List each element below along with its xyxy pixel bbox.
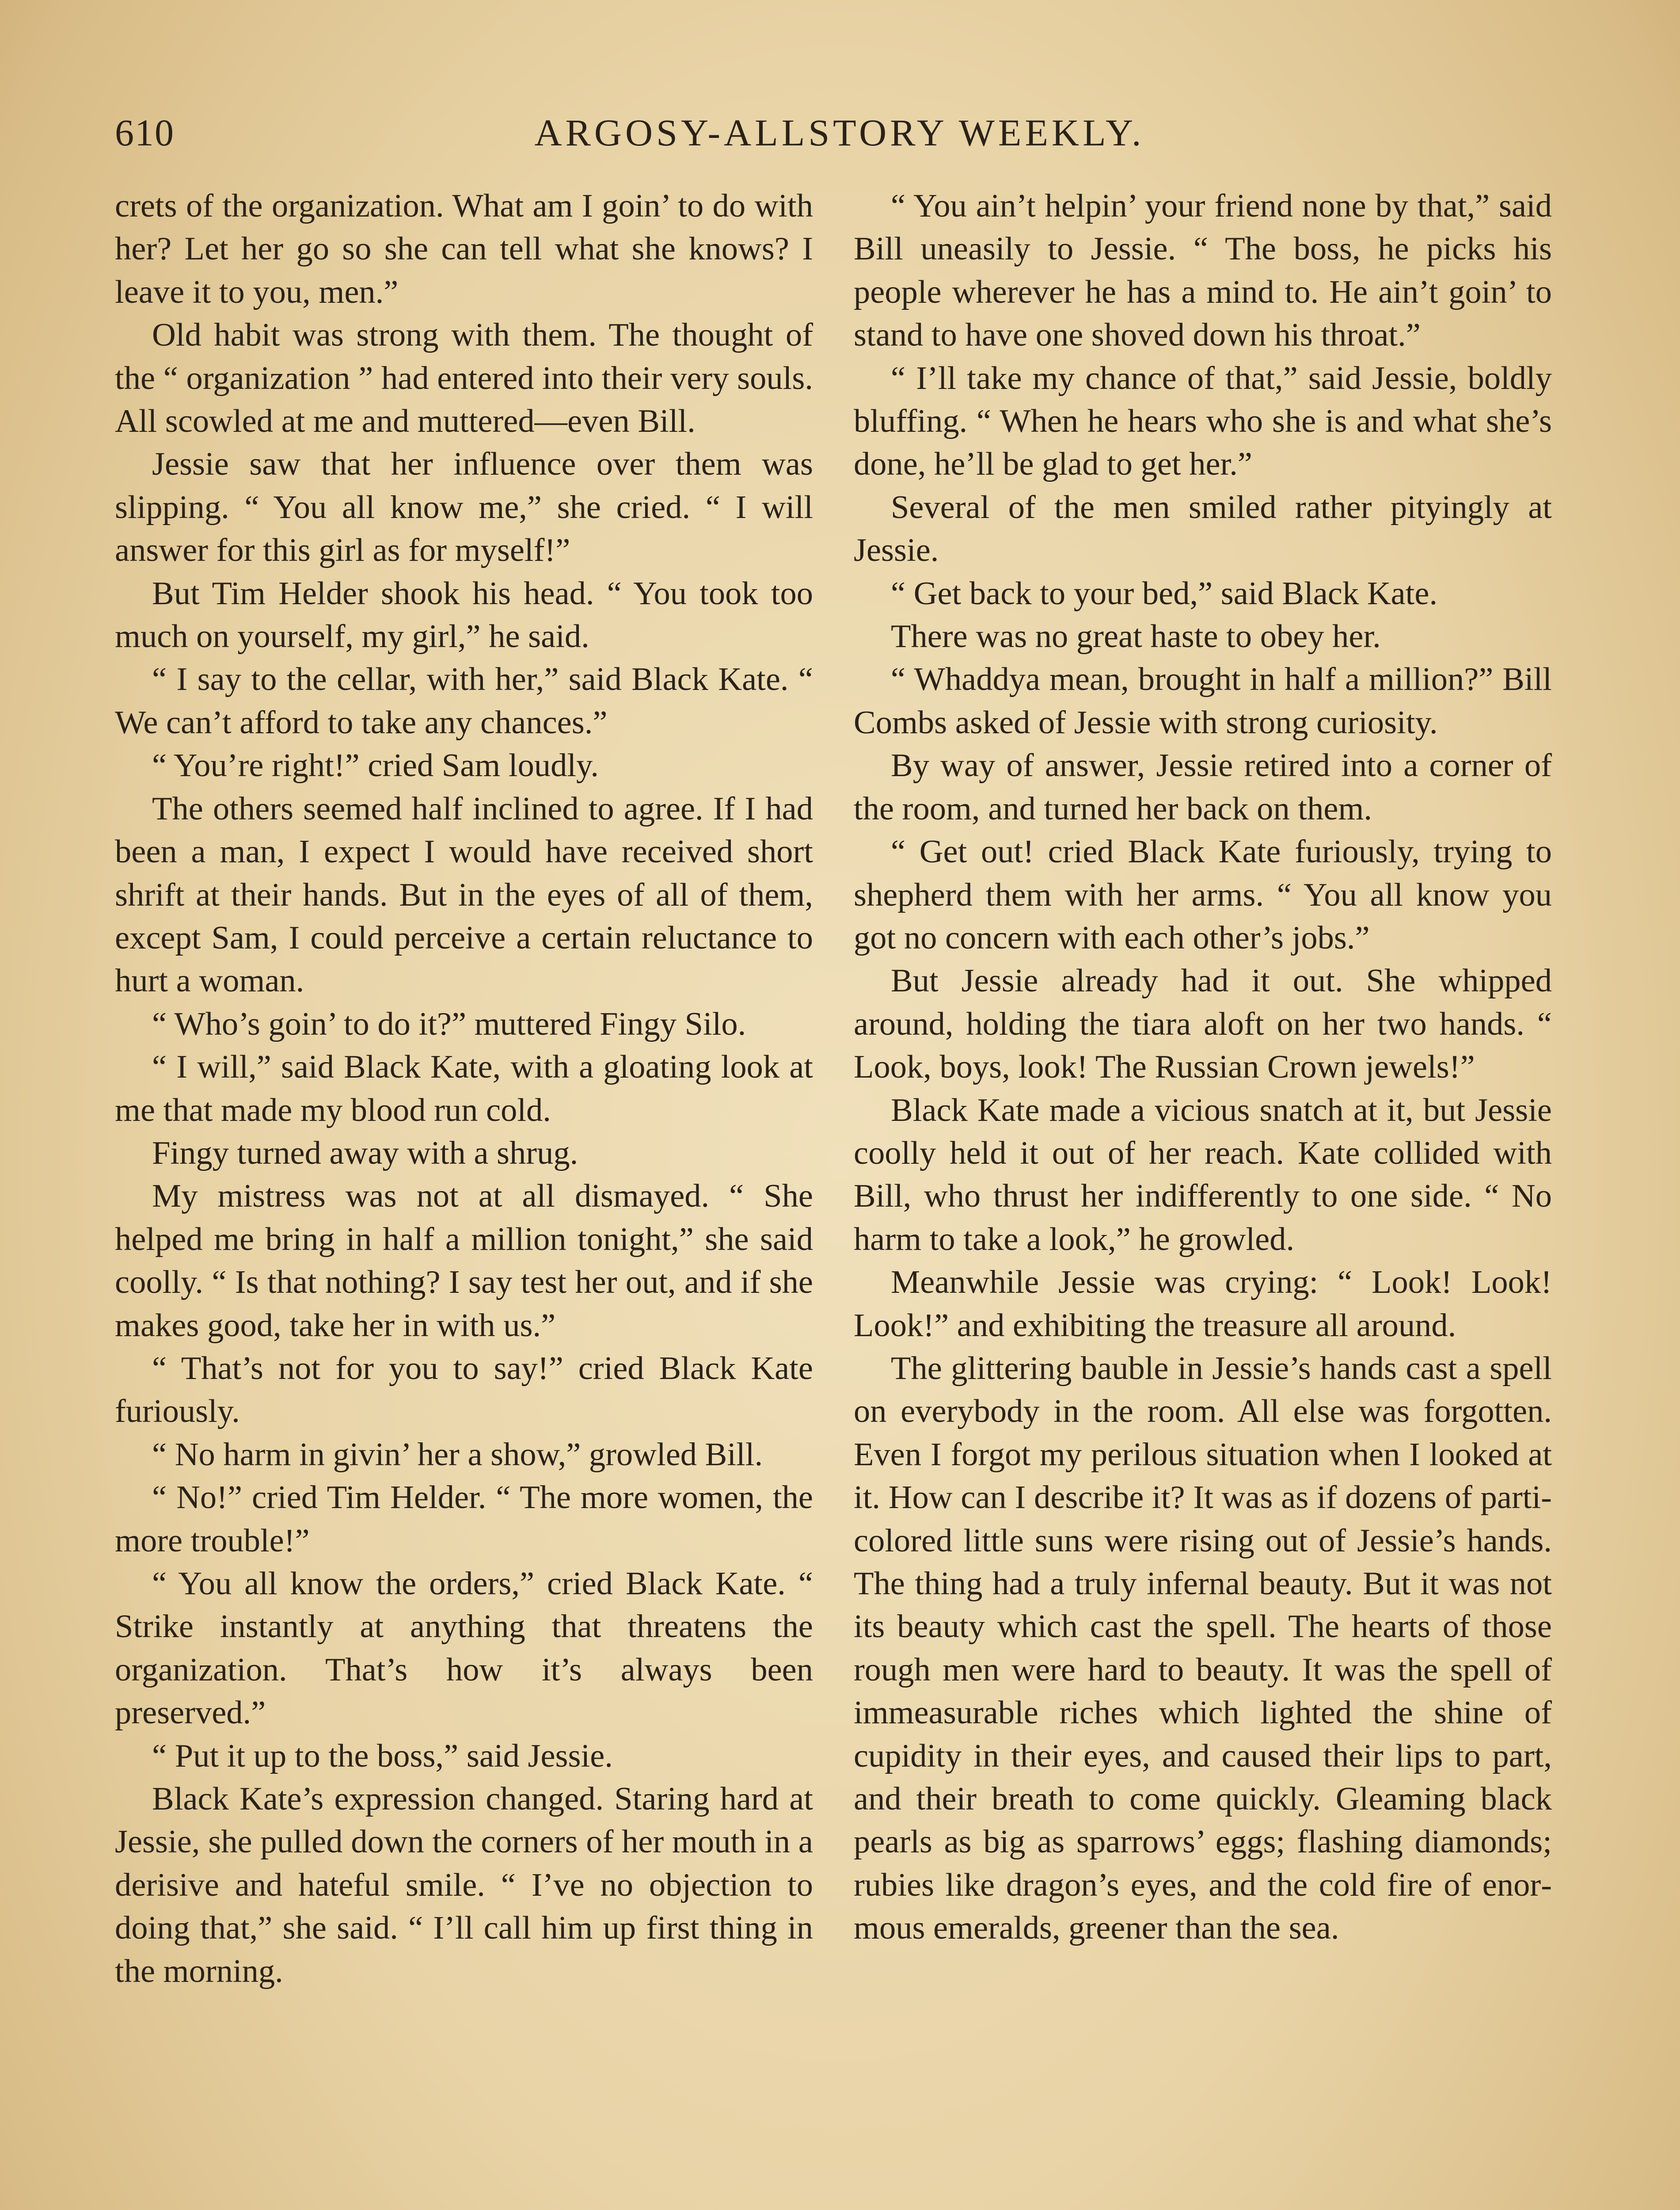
page-header [115,110,1564,164]
paragraph: Fingy turned away with a shrug. [152,1135,578,1171]
paragraph: My mistress was not at all dismayed. “ She helped me bring in half a million tonight,” she said coolly. “ Is that nothing? I say test her out, and if she makes good, take her in with us.” [115,1178,813,1344]
right-column [854,185,1552,1950]
paragraph: The others seemed half inclined to agree. If I had been a man, I expect I would have received short shrift at their hands. But in the eyes of all of them, except Sam, I could perceive a certain reluctance to hurt a woman. [115,790,813,999]
paragraph: “ Whaddya mean, brought in half a million?” Bill Combs asked of Jessie with strong curiosity. [854,661,1552,741]
paragraph: “ No!” cried Tim Helder. “ The more women, the more trouble!” [115,1479,813,1559]
page-number: 610 [115,111,175,154]
paragraph: But Tim Helder shook his head. “ You took too much on yourself, my girl,” he said. [115,575,813,655]
paragraph: Meanwhile Jessie was crying: “ Look! Look! Look!” and exhibiting the treasure all around. [854,1264,1552,1344]
paragraph: “ Who’s goin’ to do it?” muttered Fingy Silo. [152,1006,746,1042]
paragraph: “ That’s not for you to say!” cried Black Kate furiously. [115,1350,813,1430]
paragraph: “ You’re right!” cried Sam loudly. [152,747,599,784]
paragraph: crets of the organization. What am I goin’ to do with her? Let her go so she can tell what she knows? I leave it to you, men.” [115,188,813,310]
paragraph: “ You all know the orders,” cried Black Kate. “ Strike instantly at anything that threatens the organization. That’s how it’s always been preserved.” [115,1566,813,1731]
paragraph: “ I’ll take my chance of that,” said Jessie, boldly bluffing. “ When he hears who she is and what she’s done, he’ll be glad to get her.” [854,360,1552,483]
paragraph: Jessie saw that her influence over them was slipping. “ You all know me,” she cried. “ I will answer for this girl as for myself!” [115,446,813,569]
paragraph: There was no great haste to obey her. [891,618,1381,655]
paragraph: “ Get back to your bed,” said Black Kate. [891,575,1438,612]
paragraph: But Jessie already had it out. She whipped around, holding the tiara aloft on her two hands. “ Look, boys, look! The Russian Crown jewels!” [854,963,1552,1086]
paragraph: “ You ain’t helpin’ your friend none by that,” said Bill uneasily to Jessie. “ The boss, he picks his people wherever he has a mind to. He ain’t goin’ to stand to have one shoved down his throat.” [854,188,1552,354]
paragraph: The glittering bauble in Jessie’s hands cast a spell on everybody in the room. All else was forgotten. Even I forgot my perilous situation when I looked at it. How can I describe it? It was as if dozens of parti-colored little suns were rising out of Jessie’s hands. The thing had a truly infernal beauty. But it was not its beauty which cast the spell. The hearts of those rough men were hard to beauty. It was the spell of immeasurable riches which lighted the shine of cupidity in their eyes, and caused their lips to part, and their breath to come quickly. Gleaming black pearls as big as sparrows’ eggs; flashing diamonds; rubies like dragon’s eyes, and the cold fire of enormous emeralds, greener than the sea. [854,1350,1552,1947]
running-title: ARGOSY-ALLSTORY WEEKLY. [534,111,1145,154]
paragraph: Old habit was strong with them. The thought of the “ organization ” had entered into their very souls. All scowled at me and muttered—even Bill. [115,317,813,440]
paragraph: “ I say to the cellar, with her,” said Black Kate. “ We can’t afford to take any chances.” [115,661,813,741]
paragraph: “ Put it up to the boss,” said Jessie. [152,1738,613,1774]
paragraph: “ I will,” said Black Kate, with a gloating look at me that made my blood run cold. [115,1049,813,1128]
paragraph: Black Kate made a vicious snatch at it, but Jessie coolly held it out of her reach. Kate collided with Bill, who thrust her indifferently to one side. “ No harm to take a look,” he growled. [854,1092,1552,1257]
paragraph: By way of answer, Jessie retired into a corner of the room, and turned her back on them. [854,747,1552,827]
paragraph: “ Get out! cried Black Kate furiously, trying to shepherd them with her arms. “ You all know you got no concern with each other’s jobs.” [854,834,1552,956]
paragraph: “ No harm in givin’ her a show,” growled Bill. [152,1436,763,1473]
left-column [115,185,813,1993]
paragraph: Several of the men smiled rather pityingly at Jessie. [854,489,1552,569]
paragraph: Black Kate’s expression changed. Staring hard at Jessie, she pulled down the corners of her mouth in a derisive and hateful smile. “ I’ve no objection to doing that,” she said. “ I’ll call him up first thing in the morning. [115,1781,813,1989]
